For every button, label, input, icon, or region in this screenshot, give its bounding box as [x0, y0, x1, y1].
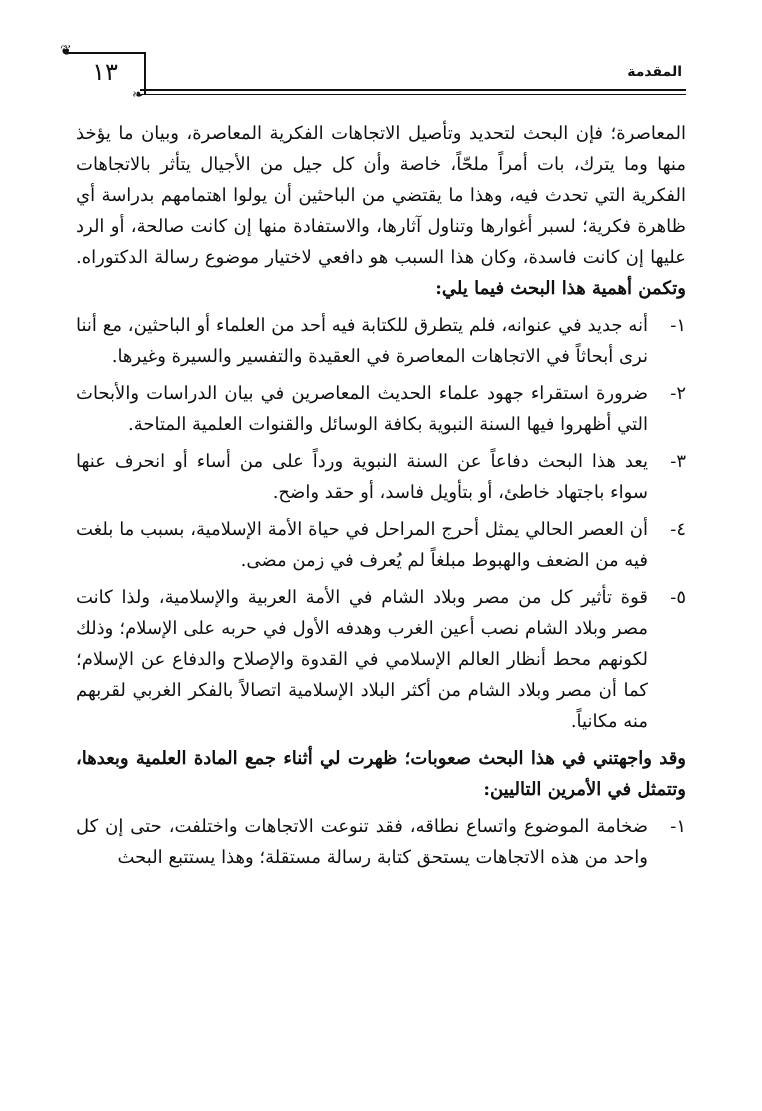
list-item-number: ٣- [670, 451, 686, 472]
intro-paragraph [76, 118, 686, 304]
importance-heading: وتكمن أهمية هذا البحث فيما يلي: [435, 278, 686, 299]
list-item-number: ٥- [670, 587, 686, 608]
list-item-number: ٢- [670, 383, 686, 404]
chapter-title: المقدمة [627, 64, 682, 80]
list-item [76, 514, 686, 576]
page-body [76, 118, 686, 879]
intro-text: المعاصرة؛ فإن البحث لتحديد وتأصيل الاتجاهات الفكرية المعاصرة، وبيان ما يؤخذ منها وما يترك، بات أمراً ملحّاً، خاصة وأن كل جيل من الأجيال يتأثر بالاتجاهات الفكرية التي تحدث فيه، وهذا ما يقتضي من الباحثين أن يولوا اهتمامهم بدراسة أي ظاهرة فكرية؛ لسبر أغوارها وتناول آثارها، والاستفادة منها إن كانت صالحة، أو الرد عليها إن كانت فاسدة، وكان هذا السبب هو دافعي لاختيار موضوع رسالة الدكتوراه. [76, 123, 686, 268]
header-rule-thin [140, 94, 686, 95]
page-header [0, 0, 762, 110]
list-item [76, 310, 686, 372]
floral-ornament-icon: ❧ [132, 87, 144, 103]
list-item [76, 811, 686, 873]
list-item-text: قوة تأثير كل من مصر وبلاد الشام في الأمة العربية والإسلامية، ولذا كانت مصر وبلاد الشام نصب أعين الغرب وهدفه الأول في حربه على الإسلام؛ وذلك لكونهم محط أنظار العالم الإسلامي في القدوة والإصلاح والدفاع عن الإسلام؛ كما أن مصر وبلاد الشام من أكثر البلاد الإسلامية اتصالاً بالفكر الغربي لقربهم منه مكانياً. [76, 587, 648, 732]
list-item [76, 582, 686, 737]
list-item [76, 446, 686, 508]
page-number: ١٣ [92, 58, 118, 86]
list-item-text: أنه جديد في عنوانه، فلم يتطرق للكتابة فيه أحد من العلماء أو الباحثين، مع أننا نرى أبحاثاً في الاتجاهات المعاصرة في العقيدة والتفسير والسيرة وغيرها. [76, 315, 648, 367]
importance-list [76, 310, 686, 737]
floral-ornament-icon: ❦ [60, 43, 72, 59]
list-item [76, 378, 686, 440]
list-item-number: ١- [670, 816, 686, 837]
header-rule [140, 89, 686, 91]
list-item-text: ضرورة استقراء جهود علماء الحديث المعاصرين في بيان الدراسات والأبحاث التي أظهروا فيها السنة النبوية بكافة الوسائل والقنوات العلمية المتاحة. [76, 383, 648, 435]
difficulties-list [76, 811, 686, 873]
list-item-text: أن العصر الحالي يمثل أحرج المراحل في حياة الأمة الإسلامية، بسبب ما بلغت فيه من الضعف والهبوط مبلغاً لم يُعرف في زمن مضى. [76, 519, 648, 571]
list-item-text: يعد هذا البحث دفاعاً عن السنة النبوية ورداً على من أساء أو انحرف عنها سواء باجتهاد خاطئ، أو بتأويل فاسد، أو حقد واضح. [76, 451, 648, 503]
list-item-number: ١- [670, 315, 686, 336]
difficulties-heading: وقد واجهتني في هذا البحث صعوبات؛ ظهرت لي أثناء جمع المادة العلمية وبعدها، وتتمثل في الأمرين التاليين: [76, 748, 686, 800]
list-item-text: ضخامة الموضوع واتساع نطاقه، فقد تنوعت الاتجاهات واختلفت، حتى إن كل واحد من هذه الاتجاهات يستحق كتابة رسالة مستقلة؛ وهذا يستتبع البحث [76, 816, 648, 868]
list-item-number: ٤- [670, 519, 686, 540]
